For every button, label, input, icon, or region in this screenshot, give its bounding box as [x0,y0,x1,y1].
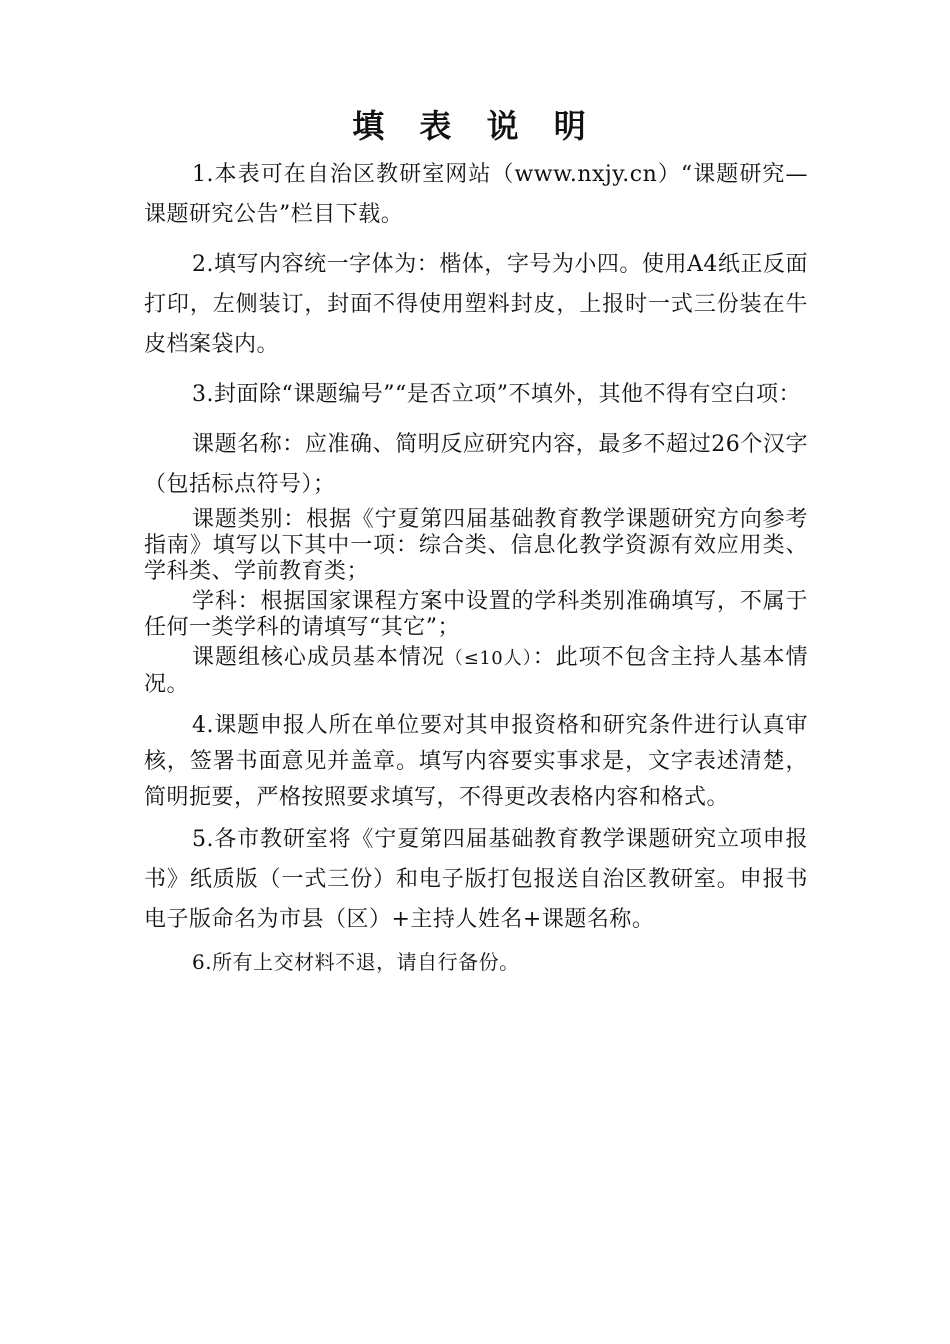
document-title: 填 表 说 明 [352,107,598,145]
instruction-core-members [144,645,808,698]
instruction-item-2-text: 2.填写内容统一字体为：楷体，字号为小四。使用A4纸正反面打印，左侧装订，封面不得使用塑料封皮，上报时一式三份装在牛皮档案袋内。 [144,252,808,357]
instruction-subject: 学科：根据国家课程方案中设置的学科类别准确填写，不属于任何一类学科的请填写“其它”； [144,589,808,640]
core-members-limit: （≤10人） [444,648,533,669]
instruction-item-3: 3.封面除“课题编号”“是否立项”不填外，其他不得有空白项： [192,382,801,407]
instruction-item-6: 6.所有上交材料不退，请自行备份。 [192,950,520,974]
instruction-item-5: 5.各市教研室将《宁夏第四届基础教育教学课题研究立项申报书》纸质版（一式三份）和电子版打包报送自治区教研室。申报书电子版命名为市县（区）+主持人姓名+课题名称。 [144,827,808,932]
instruction-item-2 [144,245,808,365]
instruction-topic-name: 课题名称：应准确、简明反应研究内容，最多不超过26个汉字（包括标点符号）； [144,432,808,497]
instruction-item-1: 1.本表可在自治区教研室网站（www.nxjy.cn）“课题研究—课题研究公告”栏目下载。 [144,162,808,227]
core-members-label: 课题组核心成员基本情况 [192,645,445,670]
instructions-body [144,155,808,982]
instruction-topic-category: 课题类别：根据《宁夏第四届基础教育教学课题研究方向参考指南》填写以下其中一项：综合类、信息化教学资源有效应用类、学科类、学前教育类； [144,507,808,584]
instruction-item-4: 4.课题申报人所在单位要对其申报资格和研究条件进行认真审核，签署书面意见并盖章。填写内容要实事求是，文字表述清楚，简明扼要，严格按照要求填写，不得更改表格内容和格式。 [144,713,808,810]
core-members-note: ：此项不包含主持人基本情况。 [144,645,808,697]
